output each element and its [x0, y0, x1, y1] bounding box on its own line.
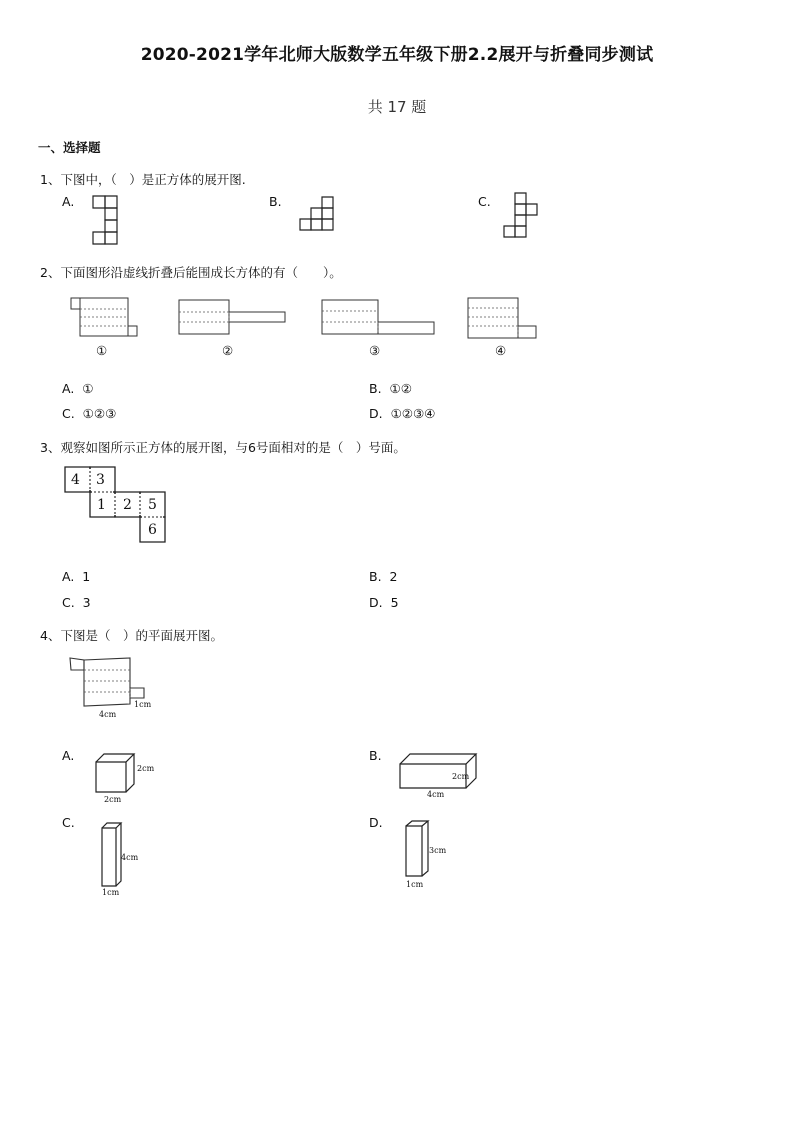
q2-option-c-text: ①②③: [82, 406, 117, 421]
q4-option-a-letter[interactable]: A.: [62, 748, 75, 763]
q4-option-c-height-label: 4cm: [121, 853, 139, 862]
q4-option-d-letter[interactable]: D.: [369, 815, 383, 830]
q3-option-b-text: 2: [389, 569, 398, 584]
q3-option-c[interactable]: [62, 595, 91, 610]
q2-option-c[interactable]: [62, 406, 116, 421]
q3-net-face-4: 4: [71, 472, 80, 488]
q2-option-b-text: ①②: [389, 381, 412, 396]
q4-option-a-cube-figure: [94, 752, 136, 794]
q2-figure-2-label: ②: [222, 343, 234, 358]
q3-option-d-letter: D.: [369, 595, 383, 610]
q4-option-b-height-label: 2cm: [452, 772, 470, 781]
q3-option-a-letter: A.: [62, 569, 75, 584]
q2-figure-3: [316, 298, 438, 338]
question-1-stem: 1、下图中，（ ）是正方体的展开图.: [40, 172, 246, 187]
q2-option-a[interactable]: [62, 381, 93, 396]
q2-option-d[interactable]: [369, 406, 435, 421]
question-3-stem: 3、观察如图所示正方体的展开图，与6号面相对的是（ ）号面。: [40, 440, 406, 455]
q2-option-a-letter: A.: [62, 381, 75, 396]
q1-option-b-letter[interactable]: B.: [269, 194, 282, 209]
q4-option-d-prism-figure: [404, 819, 430, 879]
q3-option-b-letter: B.: [369, 569, 382, 584]
q2-option-d-letter: D.: [369, 406, 383, 421]
page-title: 2020-2021学年北师大版数学五年级下册2.2展开与折叠同步测试: [140, 45, 654, 65]
q4-net-width-label: 4cm: [99, 710, 117, 719]
q3-net-face-3: 3: [96, 472, 105, 488]
q3-net-face-6: 6: [148, 522, 157, 538]
q3-option-c-letter: C.: [62, 595, 75, 610]
q2-option-d-text: ①②③④: [390, 406, 436, 421]
q1-option-c-letter[interactable]: C.: [478, 194, 491, 209]
q2-option-c-letter: C.: [62, 406, 75, 421]
q3-option-d[interactable]: [369, 595, 399, 610]
question-2-stem: 2、下面图形沿虚线折叠后能围成长方体的有（ ）。: [40, 265, 342, 280]
q3-option-b[interactable]: [369, 569, 397, 584]
question-count: 共 17 题: [367, 98, 427, 116]
q2-figure-4: [466, 296, 540, 342]
q4-option-c-letter[interactable]: C.: [62, 815, 75, 830]
q4-option-c-width-label: 1cm: [102, 888, 120, 897]
q3-net-face-2: 2: [123, 497, 132, 513]
q4-net-height-label: 1cm: [134, 700, 152, 709]
q3-option-a-text: 1: [82, 569, 91, 584]
q1-option-b-net-figure: [296, 194, 338, 238]
q2-option-b[interactable]: [369, 381, 412, 396]
question-4-stem: 4、下图是（ ）的平面展开图。: [40, 628, 223, 643]
q4-option-d-height-label: 3cm: [429, 846, 447, 855]
q2-figure-1-label: ①: [96, 343, 108, 358]
q4-option-b-box-figure: [398, 752, 478, 790]
q3-net-face-1: 1: [97, 497, 106, 513]
section-title: 一、选择题: [38, 140, 101, 155]
q2-figure-2: [172, 298, 292, 338]
q4-option-a-height-label: 2cm: [137, 764, 155, 773]
q1-option-c-net-figure: [502, 190, 542, 242]
q3-option-d-text: 5: [390, 595, 399, 610]
q1-option-a-net-figure: [90, 194, 120, 246]
q4-option-d-width-label: 1cm: [406, 880, 424, 889]
q4-option-a-width-label: 2cm: [104, 795, 122, 804]
q3-option-a[interactable]: [62, 569, 90, 584]
q2-figure-4-label: ④: [495, 343, 507, 358]
q3-net-face-5: 5: [148, 497, 157, 513]
q2-option-b-letter: B.: [369, 381, 382, 396]
q4-option-b-letter[interactable]: B.: [369, 748, 382, 763]
q2-option-a-text: ①: [82, 381, 94, 396]
q2-figure-1: [70, 296, 142, 342]
q1-option-a-letter[interactable]: A.: [62, 194, 75, 209]
q4-option-b-length-label: 4cm: [427, 790, 445, 799]
q2-figure-3-label: ③: [369, 343, 381, 358]
q3-option-c-text: 3: [82, 595, 91, 610]
